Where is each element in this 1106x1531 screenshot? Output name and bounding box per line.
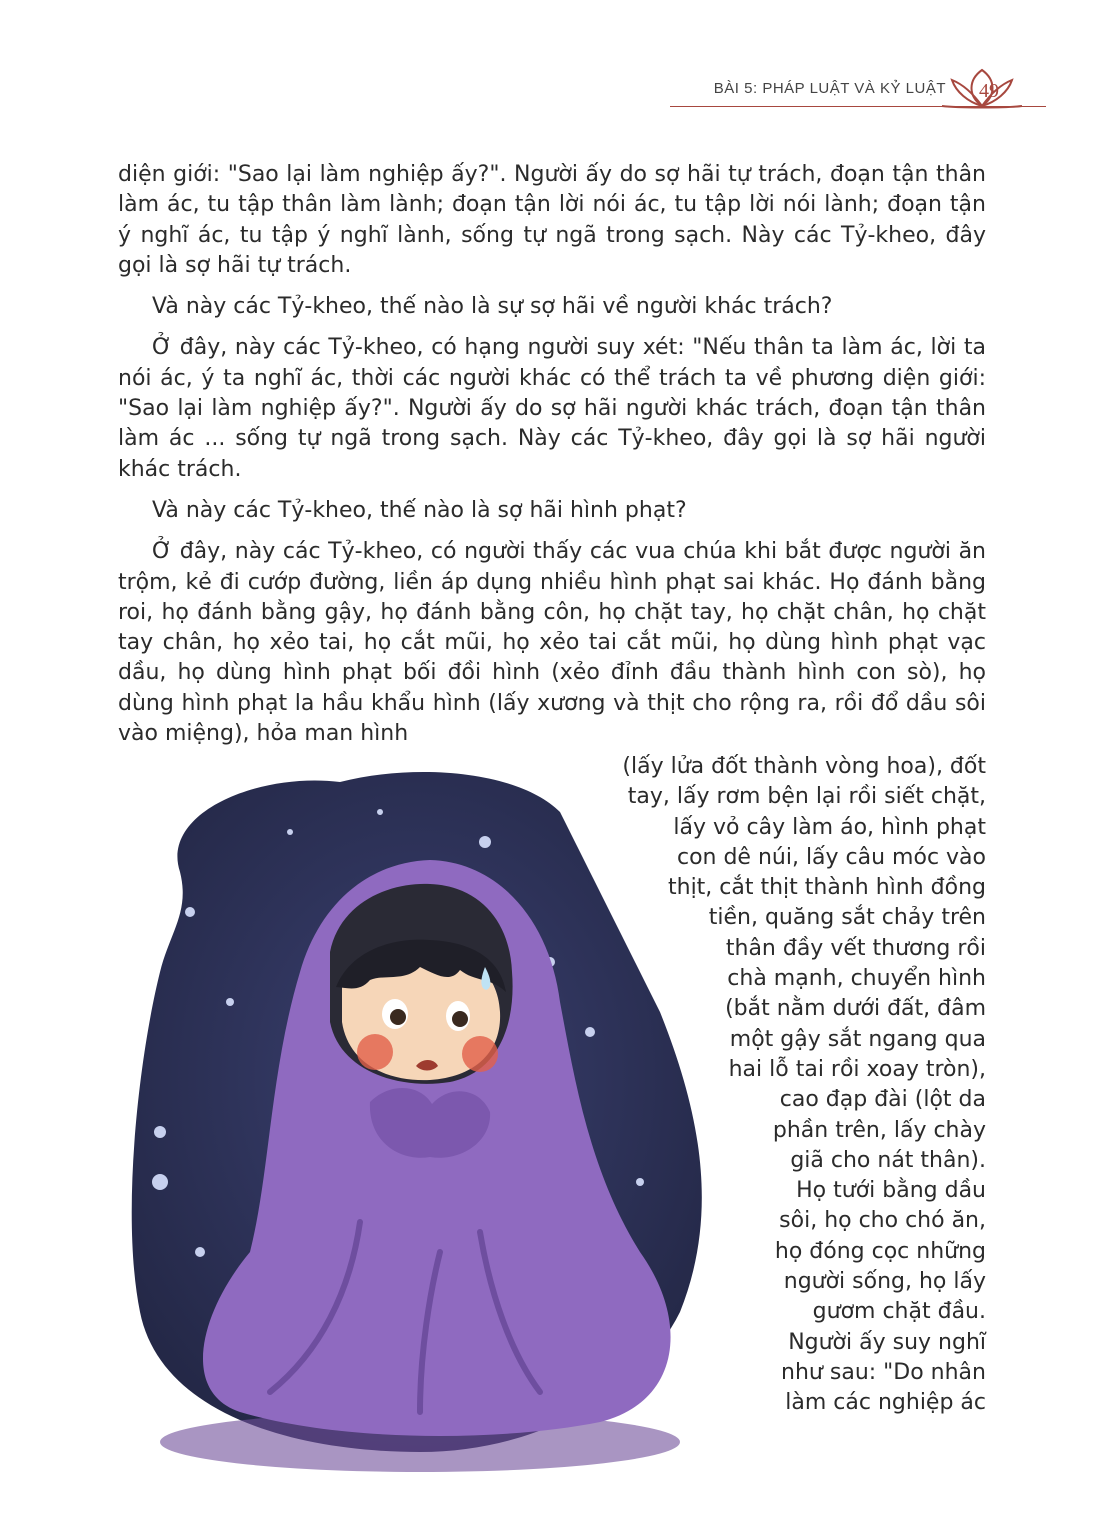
text-line: (bắt nằm dưới đất, đâm [725,996,986,1022]
text-line: Người ấy suy nghĩ [788,1329,986,1355]
text-line: thịt, cắt thịt thành hình đồng [668,875,986,901]
text-line: cao đạp đài (lột da [779,1087,986,1113]
wrapped-text [546,752,986,1419]
text-line: lấy vỏ cây làm áo, hình phạt [673,814,986,840]
page-header [600,72,1046,112]
text-line: họ đóng cọc những [774,1238,986,1264]
paragraph: Và này các Tỷ-kheo, thế nào là sự sợ hãi về người khác trách? [152,294,833,320]
text-line: hai lỗ tai rồi xoay tròn), [728,1056,986,1082]
text-line: tay, lấy rơm bện lại rồi siết chặt, [627,784,986,810]
paragraph: diện giới: "Sao lại làm nghiệp ấy?". Người ấy do sợ hãi tự trách, đoạn tận thân làm ác, tu tập thân làm lành; đoạn tận lời nói ác, tu tập lời nói lành; đoạn tận ý nghĩ ác, tu tập ý nghĩ lành, sống tự ngã trong sạch. Này các Tỷ-kheo, đây gọi là sợ hãi tự trách. [118,162,986,278]
body-text [118,160,986,749]
text-line: con dê núi, lấy câu móc vào [676,844,986,870]
text-line: thân đầy vết thương rồi [725,935,986,961]
page-number: 49 [979,80,999,102]
text-line: phần trên, lấy chày [772,1117,986,1143]
chapter-title: BÀI 5: PHÁP LUẬT VÀ KỶ LUẬT [713,80,946,97]
paragraph: Ở đây, này các Tỷ-kheo, có hạng người suy xét: "Nếu thân ta làm ác, lời ta nói ác, ý ta nghĩ ác, thời các người khác có thể trách ta về phương diện giới: "Sao lại làm nghiệp ấy?". Người ấy do sợ hãi người khác trách, đoạn tận thân làm ác ... sống tự ngã trong sạch. Này các Tỷ-kheo, đây gọi là sợ hãi người khác trách. [118,335,986,482]
paragraph: Và này các Tỷ-kheo, thế nào là sợ hãi hình phạt? [152,497,687,523]
text-line: chà mạnh, chuyển hình [727,966,986,992]
text-line: gươm chặt đầu. [812,1299,986,1325]
text-line: làm các nghiệp ác [785,1390,986,1416]
text-line: giã cho nát thân). [790,1147,986,1173]
text-line: như sau: "Do nhân [781,1359,986,1385]
text-line: người sống, họ lấy [783,1269,986,1295]
text-line: một gậy sắt ngang qua [729,1026,986,1052]
paragraph: Ở đây, này các Tỷ-kheo, có người thấy các vua chúa khi bắt được người ăn trộm, kẻ đi cướp đường, liền áp dụng nhiều hình phạt sai khác. Họ đánh bằng roi, họ đánh bằng gậy, họ đánh bằng côn, họ chặt tay, họ chặt chân, họ chặt tay chân, họ xẻo tai, họ cắt mũi, họ xẻo tai cắt mũi, họ dùng hình phạt vạc dầu, họ dùng hình phạt bối đồi hình (xẻo đỉnh đầu thành hình con sò), họ dùng hình phạt la hầu khẩu hình (lấy xương và thịt cho rộng ra, rồi đổ dầu sôi vào miệng), hỏa man hình [118,539,986,747]
text-line: sôi, họ cho chó ăn, [779,1208,986,1234]
text-line: Họ tưới bằng dầu [796,1178,986,1204]
text-line: tiền, quăng sắt chảy trên [708,905,986,931]
text-line: (lấy lửa đốt thành vòng hoa), đốt [622,754,986,779]
